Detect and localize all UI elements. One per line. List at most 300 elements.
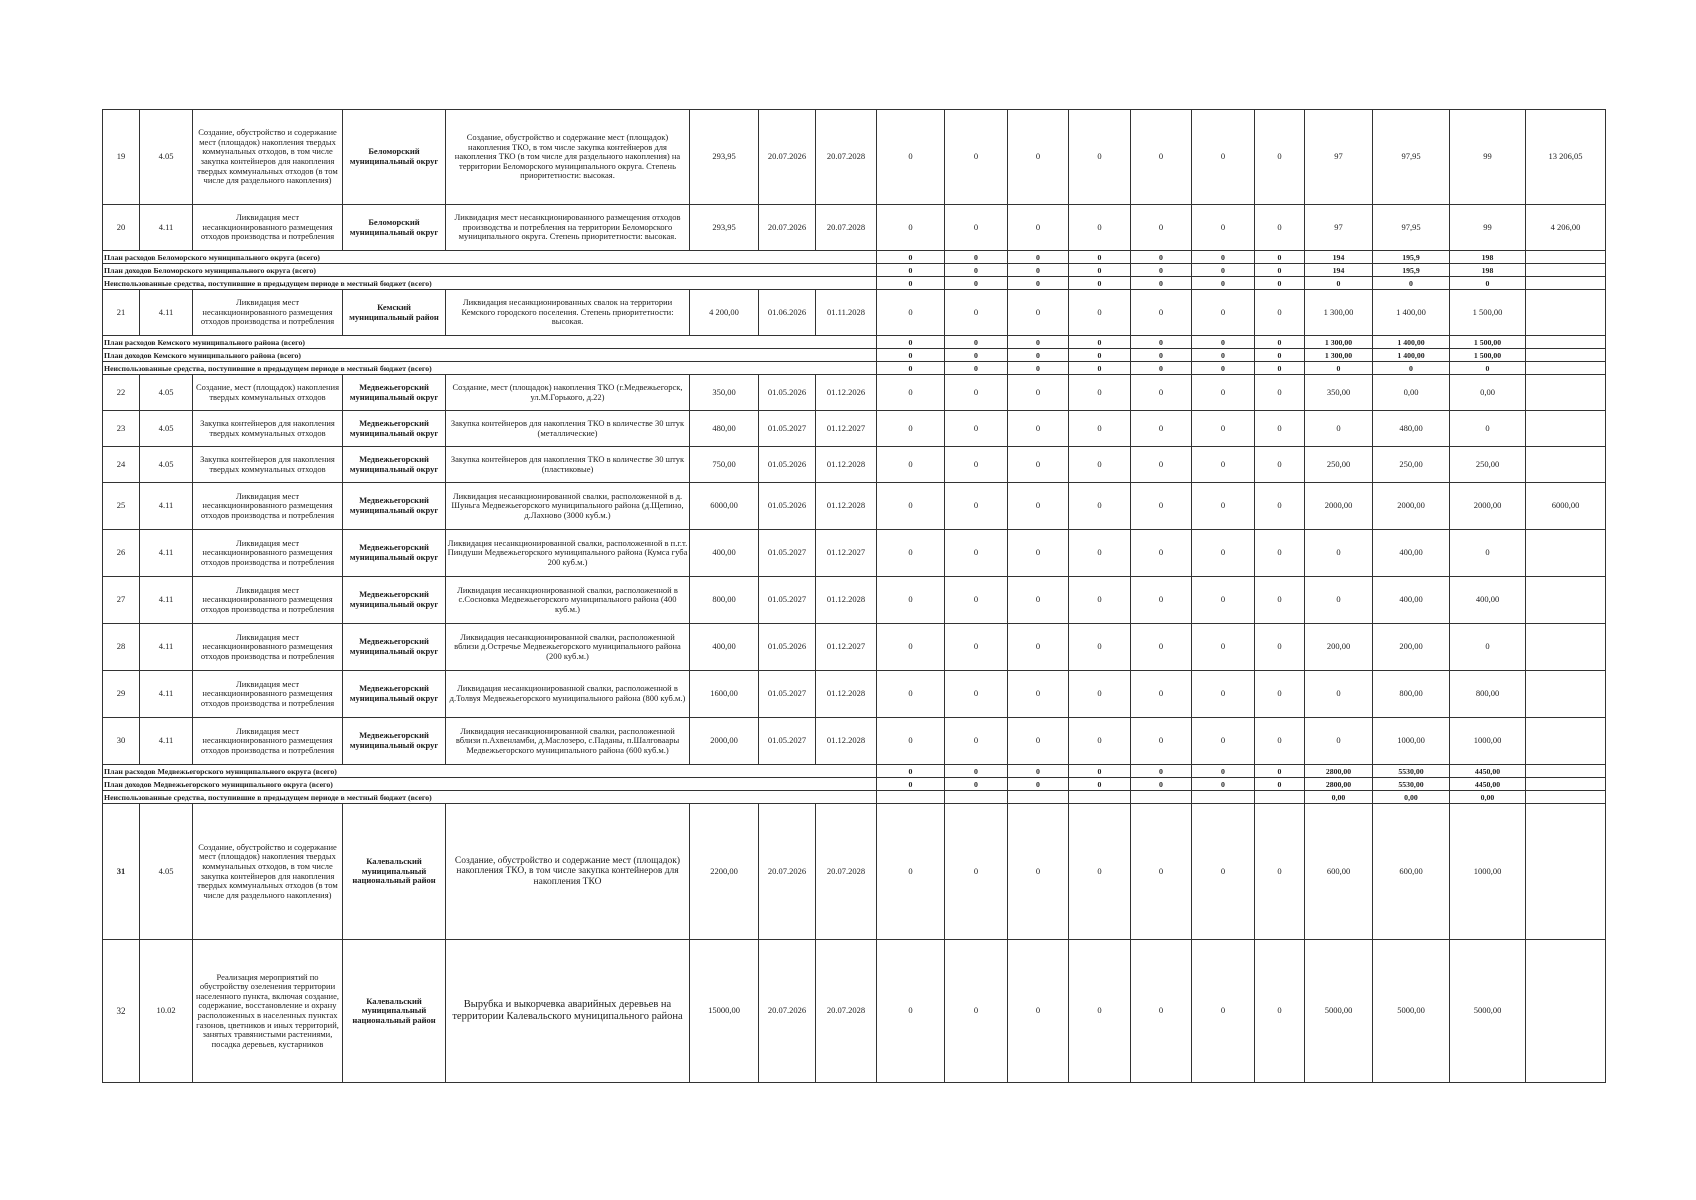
row-number: 22 — [103, 375, 140, 411]
zero-cell: 0 — [1069, 447, 1131, 483]
summary-value: 0 — [945, 264, 1008, 277]
summary-value — [1192, 791, 1255, 804]
year-3-amount: 800,00 — [1450, 671, 1526, 718]
table-row — [103, 577, 1606, 624]
activity-code: 4.11 — [140, 205, 193, 251]
summary-year-1: 2800,00 — [1305, 765, 1373, 778]
amount: 2000,00 — [690, 718, 759, 765]
zero-cell: 0 — [1255, 411, 1305, 447]
zero-cell: 0 — [1131, 447, 1192, 483]
summary-value — [1008, 791, 1069, 804]
zero-cell: 0 — [1255, 290, 1305, 336]
end-date: 01.12.2028 — [816, 447, 877, 483]
year-3-amount: 5000,00 — [1450, 940, 1526, 1083]
year-1-amount: 350,00 — [1305, 375, 1373, 411]
zero-cell: 0 — [1255, 110, 1305, 205]
amount: 4 200,00 — [690, 290, 759, 336]
activity-description: Закупка контейнеров для накопления ТКО в количестве 30 штук (металлические) — [446, 411, 690, 447]
summary-blank — [1526, 349, 1606, 362]
zero-cell: 0 — [1131, 718, 1192, 765]
year-3-amount: 1 500,00 — [1450, 290, 1526, 336]
row-number: 20 — [103, 205, 140, 251]
summary-value: 0 — [1008, 362, 1069, 375]
summary-row — [103, 251, 1606, 264]
year-3-amount: 0 — [1450, 411, 1526, 447]
row-number: 28 — [103, 624, 140, 671]
amount: 293,95 — [690, 110, 759, 205]
summary-year-1: 1 300,00 — [1305, 336, 1373, 349]
zero-cell: 0 — [877, 411, 945, 447]
year-1-amount: 200,00 — [1305, 624, 1373, 671]
municipality: Калевальский муниципальный национальный район — [343, 940, 446, 1083]
summary-label: План расходов Беломорского муниципального округа (всего) — [103, 251, 877, 264]
activity-name: Закупка контейнеров для накопления твердых коммунальных отходов — [193, 447, 343, 483]
summary-year-3: 0 — [1450, 362, 1526, 375]
activity-name: Ликвидация мест несанкционированного размещения отходов производства и потребления — [193, 718, 343, 765]
zero-cell: 0 — [1192, 577, 1255, 624]
zero-cell: 0 — [877, 804, 945, 940]
end-date: 01.12.2026 — [816, 375, 877, 411]
zero-cell: 0 — [1192, 110, 1255, 205]
amount: 293,95 — [690, 205, 759, 251]
zero-cell: 0 — [1255, 940, 1305, 1083]
activity-description: Ликвидация несанкционированных свалок на территории Кемского городского поселения. Степень приоритетности: высокая. — [446, 290, 690, 336]
activity-code: 4.05 — [140, 447, 193, 483]
summary-value: 0 — [945, 362, 1008, 375]
amount: 800,00 — [690, 577, 759, 624]
zero-cell: 0 — [1008, 804, 1069, 940]
municipality: Беломорский муниципальный округ — [343, 205, 446, 251]
activity-description: Ликвидация несанкционированной свалки, расположенной вблизи п.Ахвенламби, д.Маслозеро, с.Паданы, п.Шалговаары Медвежьегорского муниципального района (600 куб.м.) — [446, 718, 690, 765]
zero-cell: 0 — [1192, 624, 1255, 671]
activity-name: Создание, обустройство и содержание мест (площадок) накопления твердых коммунальных отходов, в том числе закупка контейнеров для накопления твердых коммунальных отходов (в том числе для раздельного накопления) — [193, 110, 343, 205]
zero-cell: 0 — [1192, 411, 1255, 447]
summary-row — [103, 765, 1606, 778]
extra-amount — [1526, 624, 1606, 671]
end-date: 20.07.2028 — [816, 205, 877, 251]
summary-value: 0 — [945, 349, 1008, 362]
activity-code: 4.11 — [140, 671, 193, 718]
zero-cell: 0 — [1069, 530, 1131, 577]
activity-code: 4.11 — [140, 718, 193, 765]
summary-year-1: 0,00 — [1305, 791, 1373, 804]
summary-value: 0 — [1192, 778, 1255, 791]
activity-code: 4.05 — [140, 375, 193, 411]
extra-amount — [1526, 940, 1606, 1083]
year-2-amount: 1000,00 — [1373, 718, 1450, 765]
zero-cell: 0 — [1192, 205, 1255, 251]
activity-description: Создание, мест (площадок) накопления ТКО (г.Медвежьегорск, ул.М.Горького, д.22) — [446, 375, 690, 411]
budget-table-sheet — [102, 109, 1595, 1083]
summary-year-2: 5530,00 — [1373, 765, 1450, 778]
summary-year-1: 0 — [1305, 277, 1373, 290]
summary-value: 0 — [945, 765, 1008, 778]
summary-value — [1069, 791, 1131, 804]
summary-year-1: 194 — [1305, 251, 1373, 264]
extra-amount — [1526, 290, 1606, 336]
summary-value: 0 — [1192, 765, 1255, 778]
zero-cell: 0 — [877, 110, 945, 205]
municipality: Медвежьегорский муниципальный округ — [343, 483, 446, 530]
summary-blank — [1526, 765, 1606, 778]
zero-cell: 0 — [1131, 375, 1192, 411]
zero-cell: 0 — [1069, 205, 1131, 251]
activity-code: 10.02 — [140, 940, 193, 1083]
end-date: 01.12.2027 — [816, 624, 877, 671]
summary-value: 0 — [1192, 362, 1255, 375]
year-3-amount: 99 — [1450, 110, 1526, 205]
summary-year-3: 0,00 — [1450, 791, 1526, 804]
zero-cell: 0 — [1255, 577, 1305, 624]
zero-cell: 0 — [1192, 671, 1255, 718]
summary-value: 0 — [877, 349, 945, 362]
summary-year-1: 2800,00 — [1305, 778, 1373, 791]
summary-value: 0 — [1131, 336, 1192, 349]
summary-year-2: 0 — [1373, 362, 1450, 375]
year-2-amount: 400,00 — [1373, 577, 1450, 624]
summary-blank — [1526, 778, 1606, 791]
year-1-amount: 5000,00 — [1305, 940, 1373, 1083]
municipality: Медвежьегорский муниципальный округ — [343, 577, 446, 624]
zero-cell: 0 — [1255, 483, 1305, 530]
summary-year-3: 198 — [1450, 264, 1526, 277]
extra-amount: 6000,00 — [1526, 483, 1606, 530]
summary-label: План расходов Медвежьегорского муниципального округа (всего) — [103, 765, 877, 778]
summary-label: Неиспользованные средства, поступившие в предыдущем периоде в местный бюджет (всего) — [103, 791, 877, 804]
table-row — [103, 447, 1606, 483]
summary-label: План доходов Медвежьегорского муниципального округа (всего) — [103, 778, 877, 791]
table-row — [103, 671, 1606, 718]
summary-blank — [1526, 264, 1606, 277]
zero-cell: 0 — [945, 110, 1008, 205]
summary-year-3: 0 — [1450, 277, 1526, 290]
municipality: Медвежьегорский муниципальный округ — [343, 624, 446, 671]
summary-year-3: 198 — [1450, 251, 1526, 264]
zero-cell: 0 — [1008, 375, 1069, 411]
summary-value: 0 — [1131, 251, 1192, 264]
summary-year-1: 194 — [1305, 264, 1373, 277]
zero-cell: 0 — [945, 290, 1008, 336]
zero-cell: 0 — [1008, 718, 1069, 765]
summary-value: 0 — [1008, 277, 1069, 290]
zero-cell: 0 — [1069, 483, 1131, 530]
activity-name: Ликвидация мест несанкционированного размещения отходов производства и потребления — [193, 577, 343, 624]
summary-value: 0 — [945, 778, 1008, 791]
row-number: 23 — [103, 411, 140, 447]
summary-blank — [1526, 251, 1606, 264]
end-date: 20.07.2028 — [816, 940, 877, 1083]
summary-year-1: 0 — [1305, 362, 1373, 375]
summary-value: 0 — [877, 264, 945, 277]
zero-cell: 0 — [1255, 375, 1305, 411]
summary-blank — [1526, 277, 1606, 290]
summary-row — [103, 264, 1606, 277]
start-date: 01.05.2027 — [759, 530, 816, 577]
municipality: Медвежьегорский муниципальный округ — [343, 671, 446, 718]
summary-value: 0 — [1255, 778, 1305, 791]
amount: 6000,00 — [690, 483, 759, 530]
summary-value: 0 — [1131, 264, 1192, 277]
end-date: 01.12.2028 — [816, 577, 877, 624]
row-number: 26 — [103, 530, 140, 577]
zero-cell: 0 — [1131, 411, 1192, 447]
summary-value: 0 — [1131, 349, 1192, 362]
zero-cell: 0 — [1192, 718, 1255, 765]
summary-value: 0 — [877, 362, 945, 375]
zero-cell: 0 — [1008, 411, 1069, 447]
end-date: 01.12.2028 — [816, 671, 877, 718]
summary-year-2: 195,9 — [1373, 264, 1450, 277]
zero-cell: 0 — [1255, 530, 1305, 577]
table-row — [103, 940, 1606, 1083]
summary-value: 0 — [1069, 362, 1131, 375]
municipality: Кемский муниципальный район — [343, 290, 446, 336]
amount: 2200,00 — [690, 804, 759, 940]
summary-year-2: 195,9 — [1373, 251, 1450, 264]
amount: 15000,00 — [690, 940, 759, 1083]
zero-cell: 0 — [1008, 205, 1069, 251]
year-1-amount: 0 — [1305, 530, 1373, 577]
table-row — [103, 110, 1606, 205]
year-2-amount: 250,00 — [1373, 447, 1450, 483]
extra-amount — [1526, 671, 1606, 718]
year-3-amount: 0 — [1450, 530, 1526, 577]
summary-value: 0 — [1255, 349, 1305, 362]
end-date: 20.07.2028 — [816, 110, 877, 205]
amount: 400,00 — [690, 530, 759, 577]
start-date: 20.07.2026 — [759, 205, 816, 251]
year-3-amount: 1000,00 — [1450, 804, 1526, 940]
summary-value: 0 — [1192, 349, 1255, 362]
activity-name: Ликвидация мест несанкционированного размещения отходов производства и потребления — [193, 671, 343, 718]
activity-name: Ликвидация мест несанкционированного размещения отходов производства и потребления — [193, 624, 343, 671]
table-row — [103, 375, 1606, 411]
extra-amount: 13 206,05 — [1526, 110, 1606, 205]
year-1-amount: 97 — [1305, 110, 1373, 205]
summary-value: 0 — [1255, 277, 1305, 290]
summary-value: 0 — [1069, 264, 1131, 277]
start-date: 20.07.2026 — [759, 110, 816, 205]
zero-cell: 0 — [945, 447, 1008, 483]
municipality: Медвежьегорский муниципальный округ — [343, 718, 446, 765]
summary-year-2: 1 400,00 — [1373, 349, 1450, 362]
start-date: 01.05.2027 — [759, 718, 816, 765]
activity-name: Создание, мест (площадок) накопления твердых коммунальных отходов — [193, 375, 343, 411]
zero-cell: 0 — [1255, 205, 1305, 251]
activity-name: Ликвидация мест несанкционированного размещения отходов производства и потребления — [193, 290, 343, 336]
end-date: 01.12.2027 — [816, 530, 877, 577]
summary-year-2: 5530,00 — [1373, 778, 1450, 791]
table-row — [103, 411, 1606, 447]
amount: 400,00 — [690, 624, 759, 671]
activity-description: Закупка контейнеров для накопления ТКО в количестве 30 штук (пластиковые) — [446, 447, 690, 483]
summary-value: 0 — [1192, 336, 1255, 349]
activity-name: Ликвидация мест несанкционированного размещения отходов производства и потребления — [193, 530, 343, 577]
summary-value: 0 — [1069, 778, 1131, 791]
year-1-amount: 0 — [1305, 671, 1373, 718]
zero-cell: 0 — [1069, 375, 1131, 411]
activity-description: Создание, обустройство и содержание мест (площадок) накопления ТКО, в том числе закупка контейнеров для накопления ТКО — [446, 804, 690, 940]
year-2-amount: 480,00 — [1373, 411, 1450, 447]
year-2-amount: 800,00 — [1373, 671, 1450, 718]
start-date: 01.06.2026 — [759, 290, 816, 336]
summary-value: 0 — [1255, 264, 1305, 277]
extra-amount — [1526, 411, 1606, 447]
start-date: 20.07.2026 — [759, 804, 816, 940]
table-row — [103, 290, 1606, 336]
zero-cell: 0 — [945, 205, 1008, 251]
summary-value: 0 — [877, 336, 945, 349]
summary-value: 0 — [1069, 336, 1131, 349]
zero-cell: 0 — [1008, 110, 1069, 205]
year-1-amount: 2000,00 — [1305, 483, 1373, 530]
zero-cell: 0 — [945, 718, 1008, 765]
zero-cell: 0 — [945, 624, 1008, 671]
municipality: Калевальский муниципальный национальный район — [343, 804, 446, 940]
start-date: 01.05.2027 — [759, 577, 816, 624]
zero-cell: 0 — [1131, 804, 1192, 940]
row-number: 21 — [103, 290, 140, 336]
zero-cell: 0 — [945, 940, 1008, 1083]
summary-value: 0 — [945, 277, 1008, 290]
activity-code: 4.11 — [140, 530, 193, 577]
row-number: 31 — [103, 804, 140, 940]
zero-cell: 0 — [1069, 411, 1131, 447]
zero-cell: 0 — [1192, 804, 1255, 940]
year-3-amount: 250,00 — [1450, 447, 1526, 483]
zero-cell: 0 — [1131, 205, 1192, 251]
year-3-amount: 1000,00 — [1450, 718, 1526, 765]
zero-cell: 0 — [1255, 624, 1305, 671]
zero-cell: 0 — [1008, 447, 1069, 483]
summary-blank — [1526, 362, 1606, 375]
activity-code: 4.11 — [140, 290, 193, 336]
zero-cell: 0 — [1192, 375, 1255, 411]
zero-cell: 0 — [1069, 718, 1131, 765]
extra-amount — [1526, 530, 1606, 577]
activity-name: Создание, обустройство и содержание мест (площадок) накопления твердых коммунальных отходов, в том числе закупка контейнеров для накопления твердых коммунальных отходов (в том числе для раздельного накопления) — [193, 804, 343, 940]
summary-value: 0 — [1069, 765, 1131, 778]
year-1-amount: 600,00 — [1305, 804, 1373, 940]
activity-code: 4.05 — [140, 110, 193, 205]
extra-amount — [1526, 447, 1606, 483]
summary-blank — [1526, 336, 1606, 349]
zero-cell: 0 — [1069, 110, 1131, 205]
summary-value: 0 — [877, 765, 945, 778]
summary-year-2: 0 — [1373, 277, 1450, 290]
activity-description: Ликвидация несанкционированной свалки, расположенной в д. Шуньга Медвежьегорского муниципального района (д.Щепино, д.Лахново (3000 куб.м.) — [446, 483, 690, 530]
summary-value: 0 — [1069, 251, 1131, 264]
year-3-amount: 400,00 — [1450, 577, 1526, 624]
activity-code: 4.11 — [140, 483, 193, 530]
zero-cell: 0 — [877, 718, 945, 765]
zero-cell: 0 — [877, 940, 945, 1083]
activity-description: Ликвидация мест несанкционированного размещения отходов производства и потребления на территории Беломорского муниципального округа. Степень приоритетности: высокая. — [446, 205, 690, 251]
row-number: 25 — [103, 483, 140, 530]
summary-value: 0 — [1255, 336, 1305, 349]
activity-description: Вырубка и выкорчевка аварийных деревьев на территории Калевальского муниципального района — [446, 940, 690, 1083]
year-2-amount: 97,95 — [1373, 110, 1450, 205]
zero-cell: 0 — [877, 375, 945, 411]
summary-blank — [1526, 791, 1606, 804]
summary-value: 0 — [1008, 765, 1069, 778]
zero-cell: 0 — [1008, 624, 1069, 671]
zero-cell: 0 — [945, 577, 1008, 624]
zero-cell: 0 — [1069, 290, 1131, 336]
end-date: 01.12.2028 — [816, 718, 877, 765]
summary-row — [103, 791, 1606, 804]
activity-description: Ликвидация несанкционированной свалки, расположенной в п.г.т. Пиндуши Медвежьегорского муниципального района (Кумса губа 200 куб.м.) — [446, 530, 690, 577]
summary-value: 0 — [945, 251, 1008, 264]
zero-cell: 0 — [877, 290, 945, 336]
end-date: 20.07.2028 — [816, 804, 877, 940]
year-1-amount: 0 — [1305, 718, 1373, 765]
start-date: 01.05.2026 — [759, 447, 816, 483]
activity-description: Создание, обустройство и содержание мест (площадок) накопления ТКО, в том числе закупка контейнеров для накопления ТКО (в том числе для раздельного накопления) на территории Беломорского муниципального округа. Степень приоритетности: высокая. — [446, 110, 690, 205]
year-2-amount: 2000,00 — [1373, 483, 1450, 530]
year-3-amount: 99 — [1450, 205, 1526, 251]
summary-year-2: 0,00 — [1373, 791, 1450, 804]
extra-amount — [1526, 718, 1606, 765]
year-2-amount: 600,00 — [1373, 804, 1450, 940]
activity-description: Ликвидация несанкционированной свалки, расположенной в д.Толвуя Медвежьегорского муниципального района (800 куб.м.) — [446, 671, 690, 718]
zero-cell: 0 — [945, 671, 1008, 718]
zero-cell: 0 — [1008, 530, 1069, 577]
zero-cell: 0 — [1131, 671, 1192, 718]
summary-label: Неиспользованные средства, поступившие в предыдущем периоде в местный бюджет (всего) — [103, 277, 877, 290]
zero-cell: 0 — [945, 804, 1008, 940]
summary-row — [103, 778, 1606, 791]
row-number: 30 — [103, 718, 140, 765]
zero-cell: 0 — [945, 375, 1008, 411]
summary-value: 0 — [1008, 264, 1069, 277]
summary-value — [1131, 791, 1192, 804]
zero-cell: 0 — [1069, 804, 1131, 940]
summary-row — [103, 349, 1606, 362]
zero-cell: 0 — [1192, 483, 1255, 530]
summary-value: 0 — [1008, 778, 1069, 791]
summary-value: 0 — [877, 251, 945, 264]
summary-label: План доходов Кемского муниципального района (всего) — [103, 349, 877, 362]
summary-value: 0 — [1255, 362, 1305, 375]
municipality: Медвежьегорский муниципальный округ — [343, 530, 446, 577]
summary-value: 0 — [1008, 336, 1069, 349]
amount: 350,00 — [690, 375, 759, 411]
municipality: Медвежьегорский муниципальный округ — [343, 411, 446, 447]
municipality: Медвежьегорский муниципальный округ — [343, 375, 446, 411]
zero-cell: 0 — [1131, 624, 1192, 671]
row-number: 19 — [103, 110, 140, 205]
zero-cell: 0 — [877, 483, 945, 530]
year-3-amount: 2000,00 — [1450, 483, 1526, 530]
summary-row — [103, 336, 1606, 349]
zero-cell: 0 — [1069, 671, 1131, 718]
zero-cell: 0 — [1192, 530, 1255, 577]
zero-cell: 0 — [1255, 447, 1305, 483]
summary-label: План расходов Кемского муниципального района (всего) — [103, 336, 877, 349]
extra-amount — [1526, 375, 1606, 411]
row-number: 29 — [103, 671, 140, 718]
summary-value: 0 — [1008, 349, 1069, 362]
summary-value: 0 — [1255, 765, 1305, 778]
table-body — [103, 110, 1606, 1083]
summary-value: 0 — [1255, 251, 1305, 264]
summary-year-3: 4450,00 — [1450, 765, 1526, 778]
zero-cell: 0 — [945, 411, 1008, 447]
amount: 750,00 — [690, 447, 759, 483]
row-number: 27 — [103, 577, 140, 624]
zero-cell: 0 — [1008, 671, 1069, 718]
